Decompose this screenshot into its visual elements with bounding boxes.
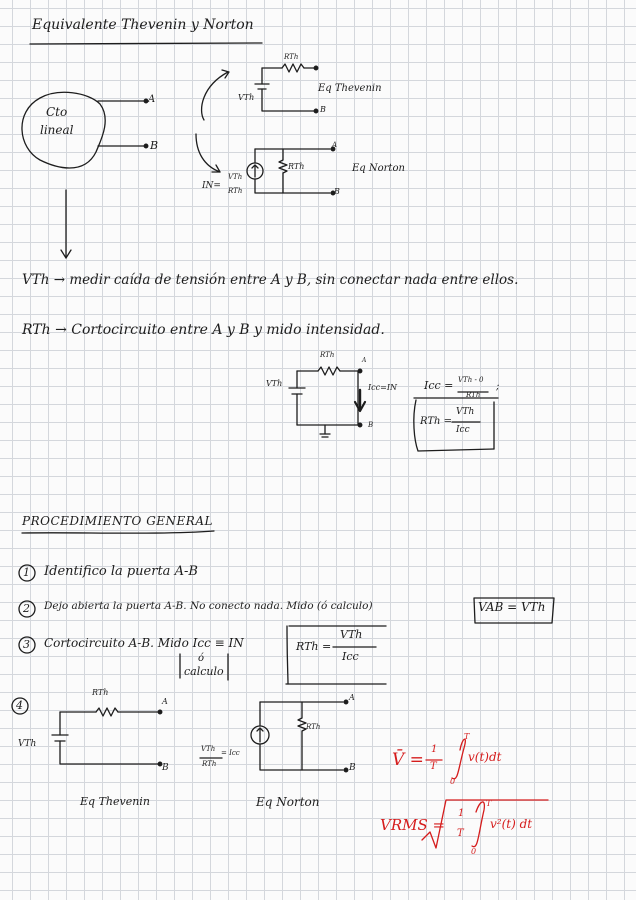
bottom-norton-eq: = Icc [221, 749, 240, 757]
bottom-norton-num: VTh [201, 745, 216, 753]
vth-explanation: VTh → medir caída de tensión entre A y B, sin conectar nada entre ellos. [22, 272, 519, 288]
step-3-box-left: RTh = [296, 640, 332, 653]
terminal-a: A [148, 94, 156, 105]
norton-eq-label: Eq Norton [352, 163, 405, 174]
mean-lower: 0 [450, 777, 456, 786]
step-2-text: Dejo abierta la puerta A-B. No conecto nada. Mido (ó calculo) [44, 600, 373, 612]
bottom-thevenin-a: A [162, 697, 168, 706]
norton-in-den: RTh [228, 187, 243, 195]
rth-explanation: RTh → Cortocircuito entre A y B y mido intensidad. [22, 322, 385, 338]
thevenin-v-label: VTh [238, 93, 255, 102]
step-3-box-num: VTh [340, 628, 363, 641]
step-1-number: 1 [23, 566, 30, 579]
step-2-box: VAB = VTh [478, 600, 546, 614]
bottom-norton-den: RTh [202, 760, 217, 768]
rth-formula-num: VTh [456, 407, 475, 417]
rth-formula-left: RTh = [420, 416, 453, 427]
block-label-2: lineal [40, 123, 74, 137]
mean-frac-num: 1 [431, 744, 438, 755]
rth-formula-den: Icc [456, 425, 470, 435]
rms-lower: 0 [471, 847, 477, 856]
icc-formula-end: ; [496, 381, 500, 392]
rms-body: v²(t) dt [490, 817, 533, 831]
bottom-thevenin-r: RTh [92, 688, 109, 697]
icc-formula-den: RTh [466, 391, 481, 399]
step-3-text: Cortocircuito A-B. Mido Icc ≡ IN [44, 636, 244, 650]
norton-in-label: IN= [202, 181, 221, 191]
rms-frac-num: 1 [458, 808, 465, 819]
step-1-text: Identifico la puerta A-B [44, 564, 198, 579]
rms-upper: T [486, 799, 492, 808]
mid-current-label: Icc=IN [368, 383, 397, 392]
bottom-norton-label: Eq Norton [256, 795, 320, 809]
norton-in-num: VTh [228, 173, 243, 181]
step-4-number: 4 [16, 699, 23, 712]
thevenin-eq-label: Eq Thevenin [318, 83, 382, 94]
step-3-sub-o: ó [198, 653, 205, 664]
terminal-a2: A [332, 141, 338, 149]
rms-lhs: VRMS = [380, 816, 446, 834]
rms-frac-den: T [457, 828, 464, 839]
terminal-b1: B [320, 105, 326, 114]
step-3-number: 3 [23, 638, 30, 651]
bottom-thevenin-b: B [162, 763, 169, 773]
bottom-norton-r: RTh [306, 723, 321, 731]
mean-body: v(t)dt [468, 750, 502, 764]
bottom-norton-b: B [349, 763, 356, 773]
mid-v-label: VTh [266, 379, 283, 388]
norton-r-label: RTh [288, 162, 305, 171]
mean-upper: T [464, 732, 470, 741]
mid-terminal-a: A [362, 357, 367, 364]
mean-value-lhs: V̄ = [392, 750, 424, 770]
bottom-thevenin-label: Eq Thevenin [80, 795, 150, 808]
bottom-thevenin-v: VTh [18, 739, 37, 749]
terminal-b2: B [334, 187, 340, 196]
mid-terminal-b: B [368, 421, 374, 429]
icc-formula-num: VTh - 0 [458, 376, 484, 384]
step-2-number: 2 [23, 602, 30, 615]
terminal-b: B [150, 139, 159, 152]
bottom-norton-a: A [349, 693, 355, 702]
block-label-1: Cto [46, 105, 68, 119]
thevenin-r-label: RTh [284, 53, 299, 61]
mid-r-label: RTh [320, 351, 335, 359]
step-3-box-den: Icc [342, 650, 359, 663]
icc-formula-left: Icc = [424, 379, 454, 392]
mean-frac-den: T [430, 761, 437, 772]
procedure-title: PROCEDIMIENTO GENERAL [22, 514, 213, 528]
page-title: Equivalente Thevenin y Norton [32, 17, 254, 33]
step-3-sub-calc: calculo [184, 665, 224, 678]
